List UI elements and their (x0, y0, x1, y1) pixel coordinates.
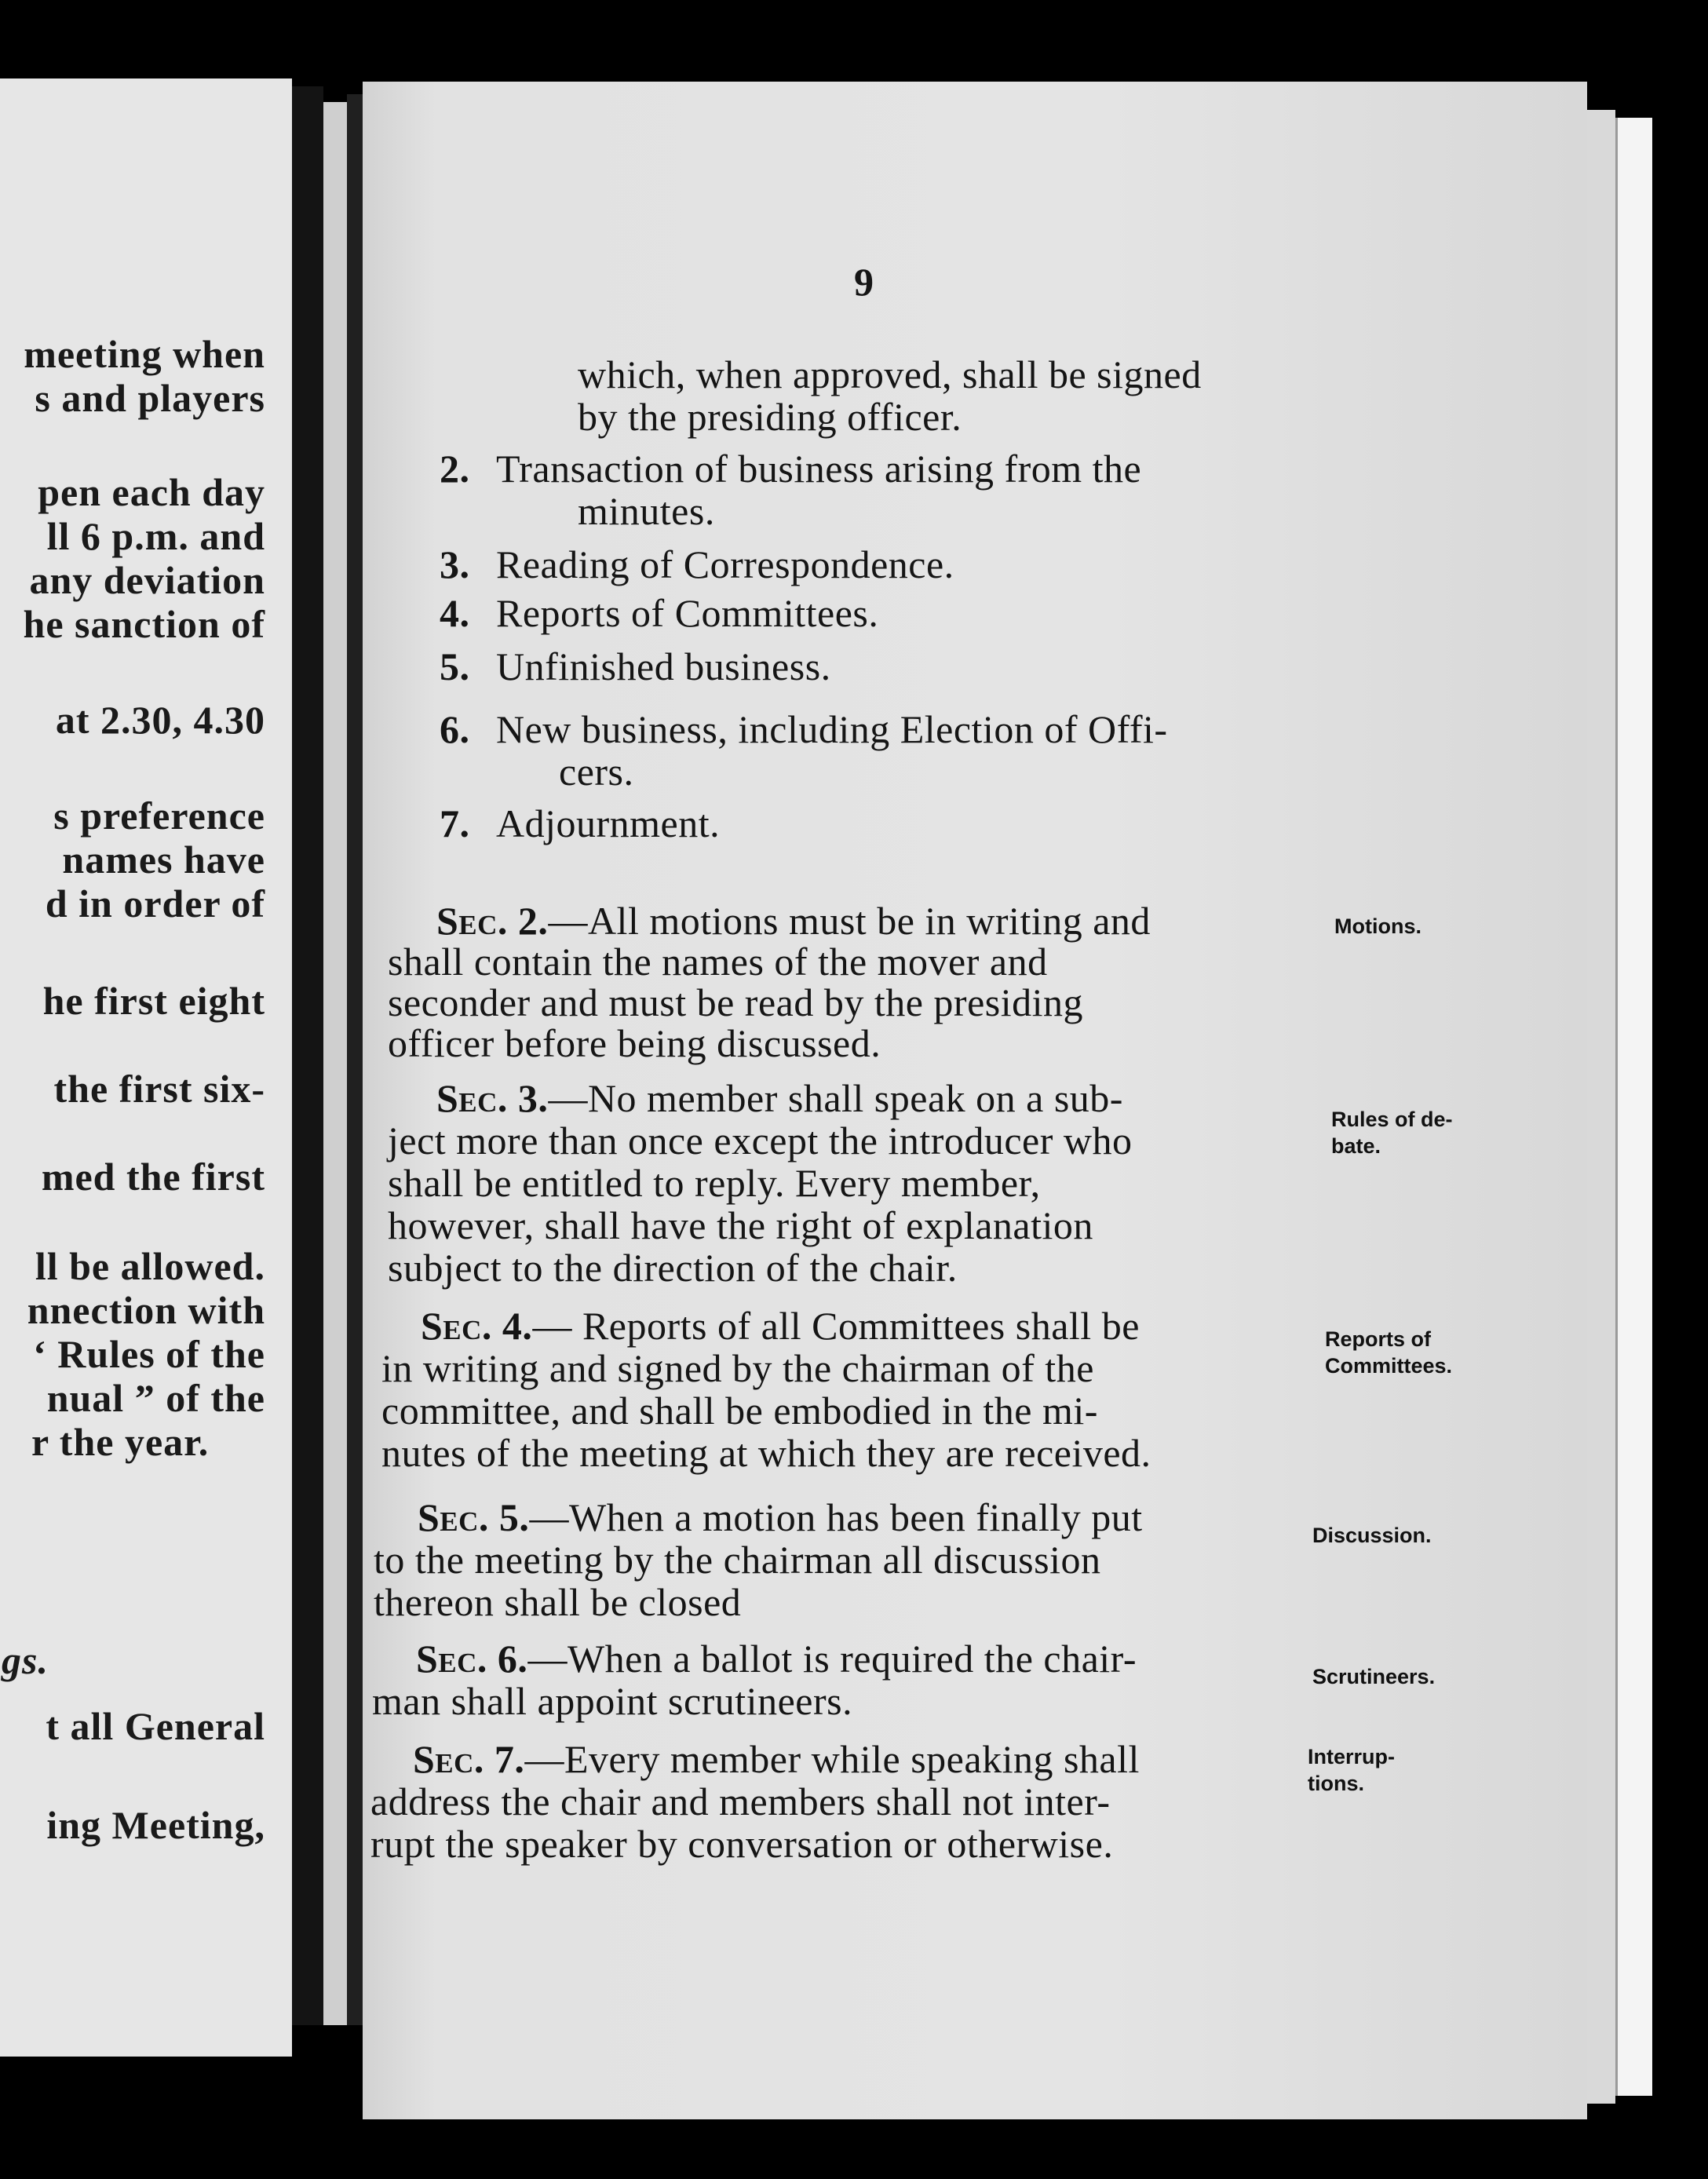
left-line: med the first (41, 1155, 265, 1199)
margin-note-discussion: Discussion. (1312, 1524, 1432, 1547)
left-line: he first eight (42, 979, 265, 1023)
section-6-line: man shall appoint scrutineers. (372, 1679, 853, 1723)
left-line: nual ” of the (46, 1376, 265, 1420)
left-page (0, 78, 292, 2057)
left-line: gs. (2, 1638, 49, 1682)
left-line: he sanction of (23, 602, 265, 646)
section-2-line: seconder and must be read by the presiding (388, 980, 1084, 1024)
left-line: the first six- (53, 1067, 265, 1111)
page-stack-edge (1615, 118, 1652, 2096)
margin-note-reports-of-committees: Reports of (1325, 1327, 1431, 1351)
item-text: Transaction of business arising from the (496, 447, 1142, 491)
item-text: Adjournment. (496, 801, 721, 845)
section-4-line: in writing and signed by the chairman of the (381, 1346, 1094, 1390)
section-2-line: officer before being discussed. (388, 1021, 881, 1065)
margin-note-rules-of-debate: bate. (1331, 1134, 1381, 1158)
item-text-cont: minutes. (578, 489, 715, 533)
item-number: 4. (440, 591, 470, 635)
margin-note-scrutineers: Scrutineers. (1312, 1665, 1436, 1688)
section-4-line: nutes of the meeting at which they are received. (381, 1431, 1151, 1475)
section-7-line: address the chair and members shall not inter- (370, 1779, 1111, 1823)
left-line: t all General (46, 1704, 265, 1748)
section-2-line: Sec. 2.—All motions must be in writing and (436, 899, 1151, 943)
left-line: r the year. (31, 1420, 210, 1464)
left-line: ll be allowed. (35, 1244, 265, 1288)
item-text: Unfinished business. (496, 644, 831, 688)
item-number: 6. (440, 707, 470, 751)
item-text-cont: cers. (559, 750, 634, 794)
item-number: 2. (440, 447, 470, 491)
book-spine (292, 86, 323, 2025)
section-number: Sec. 5. (418, 1495, 530, 1539)
section-5-line: Sec. 5.—When a motion has been finally put (418, 1495, 1143, 1539)
section-6-line: Sec. 6.—When a ballot is required the chair- (416, 1637, 1137, 1681)
margin-note-motions: Motions. (1334, 914, 1422, 938)
section-4-line: committee, and shall be embodied in the mi- (381, 1389, 1098, 1433)
left-line: ing Meeting, (46, 1803, 265, 1847)
section-7-line: rupt the speaker by conversation or otherwise. (370, 1822, 1114, 1866)
section-3-line: however, shall have the right of explanation (388, 1203, 1093, 1247)
section-3-line: subject to the direction of the chair. (388, 1246, 958, 1290)
left-line: s and players (35, 376, 265, 420)
section-4-line: Sec. 4.— Reports of all Committees shall be (421, 1304, 1140, 1348)
section-number: Sec. 6. (416, 1637, 528, 1681)
section-5-line: to the meeting by the chairman all discussion (374, 1538, 1101, 1582)
item-number: 7. (440, 801, 470, 845)
section-3-line: shall be entitled to reply. Every member, (388, 1161, 1041, 1205)
item-text: Reading of Correspondence. (496, 542, 954, 586)
page-number: 9 (854, 260, 874, 304)
margin-note-interruptions: Interrup- (1308, 1745, 1395, 1768)
left-line: names have (62, 838, 265, 881)
left-line: any deviation (29, 558, 265, 602)
margin-note-reports-of-committees: Committees. (1325, 1354, 1453, 1378)
margin-note-rules-of-debate: Rules of de- (1331, 1108, 1453, 1131)
page-edge (1587, 110, 1615, 2104)
section-3-line: Sec. 3.—No member shall speak on a sub- (436, 1076, 1123, 1120)
section-5-line: thereon shall be closed (374, 1580, 742, 1624)
section-number: Sec. 7. (413, 1737, 525, 1781)
left-line: nnection with (27, 1288, 265, 1332)
item-text: New business, including Election of Offi- (496, 707, 1168, 751)
item-number: 3. (440, 542, 470, 586)
section-number: Sec. 3. (436, 1076, 549, 1120)
left-line: ‘ Rules of the (33, 1332, 265, 1376)
item-text: Reports of Committees. (496, 591, 879, 635)
section-7-line: Sec. 7.—Every member while speaking shall (413, 1737, 1140, 1781)
left-line: ll 6 p.m. and (46, 514, 265, 558)
left-line: meeting when (24, 332, 265, 376)
continuation-line: by the presiding officer. (578, 395, 962, 439)
section-number: Sec. 2. (436, 899, 549, 943)
book-gutter (323, 102, 347, 2025)
section-3-line: ject more than once except the introducer who (388, 1119, 1133, 1162)
book-gutter-shadow (347, 94, 364, 2025)
item-number: 5. (440, 644, 470, 688)
margin-note-interruptions: tions. (1308, 1772, 1364, 1795)
section-2-line: shall contain the names of the mover and (388, 940, 1048, 984)
left-line: d in order of (45, 881, 265, 925)
left-line: at 2.30, 4.30 (55, 698, 265, 742)
section-number: Sec. 4. (421, 1304, 533, 1348)
left-line: s preference (53, 794, 265, 838)
left-line: pen each day (38, 470, 265, 514)
continuation-line: which, when approved, shall be signed (578, 352, 1202, 396)
